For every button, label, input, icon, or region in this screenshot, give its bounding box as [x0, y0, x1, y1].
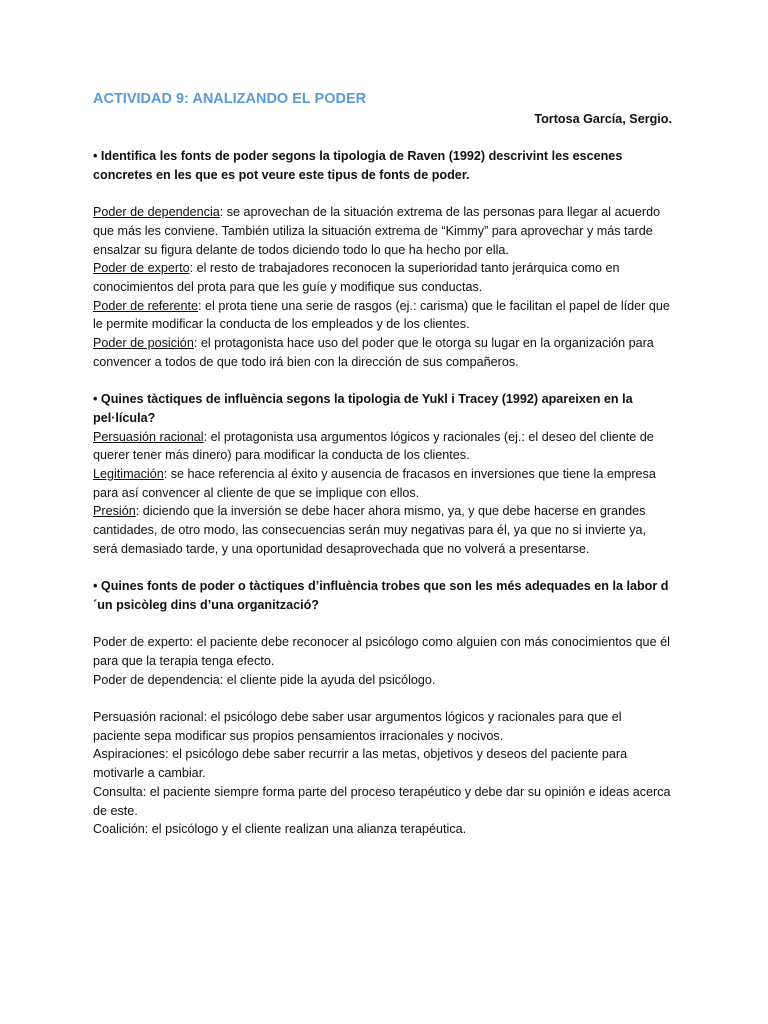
- q3-paragraph: Consulta: el paciente siempre forma parte del proceso terapéutico y debe dar su opinión e ideas acerca de este.: [93, 784, 671, 818]
- term-label: Poder de experto: [93, 261, 190, 276]
- term-label: Poder de referente: [93, 298, 199, 313]
- q1-item-referente: [93, 297, 672, 334]
- term-label: Poder de dependencia: [93, 205, 220, 220]
- question-3-section: [93, 577, 672, 839]
- term-label: Legitimación: [93, 466, 164, 481]
- question-2-section: [93, 390, 672, 558]
- q3-paragraph: Persuasión racional: el psicólogo debe saber usar argumentos lógicos y racionales para que el paciente sepa modificar sus propios pensamientos irracionales y nocivos.: [93, 710, 622, 743]
- term-text: : el resto de trabajadores reconocen la superioridad tanto jerárquica como en conocimientos del prota para que les guíe y modifique sus conductas.: [93, 261, 620, 294]
- q3-paragraph: Coalición: el psicólogo y el cliente realizan una alianza terapéutica.: [93, 822, 467, 837]
- question-2: • Quines tàctiques de influència segons la tipologia de Yukl i Tracey (1992) apareixen en la pel·lícula?: [93, 392, 633, 425]
- term-text: : el protagonista usa argumentos lógicos y racionales (ej.: el deseo del cliente de querer tener más dinero) para modificar la conducta de los clientes.: [93, 429, 654, 463]
- question-1: • Identifica les fonts de poder segons la tipologia de Raven (1992) descrivint les escenes concretes en les que es pot veure este tipus de fonts de poder.: [93, 149, 623, 182]
- document-title: ACTIVIDAD 9: ANALIZANDO EL PODER: [93, 91, 367, 107]
- term-text: : se aprovechan de la situación extrema de las personas para llegar al acuerdo que más les conviene. También utiliza la situación extrema de “Kimmy” para aprovechar y más tarde ensalzar su figura delante de todos diciendo todo lo que ha hecho por ella.: [93, 205, 661, 257]
- term-text: : diciendo que la inversión se debe hacer ahora mismo, ya, y que debe hacerse en grandes cantidades, de otro modo, las consecuencias serán muy negativas para él, ya que no si invierte ya, será demasiado tarde, y una oportunidad desaprovechada que no volverá a presentarse.: [93, 504, 647, 556]
- q2-item-legitimacion: [93, 465, 672, 502]
- term-text: : el prota tiene una serie de rasgos (ej.: carisma) que le facilitan el papel de líder que le permite modificar la conducta de los empleados y de los clientes.: [93, 298, 670, 332]
- question-3: • Quines fonts de poder o tàctiques d’influència trobes que son les més adequades en la labor d´un psicòleg dins d’una organització?: [93, 579, 669, 612]
- question-1-section: [93, 147, 672, 371]
- q1-item-posicion: [93, 334, 672, 371]
- term-label: Presión: [93, 504, 136, 519]
- q3-paragraph: Poder de experto: el paciente debe reconocer al psicólogo como alguien con más conocimientos que él para que la terapia tenga efecto.: [93, 635, 670, 668]
- term-text: : se hace referencia al éxito y ausencia de fracasos en inversiones que tiene la empresa para así convencer al cliente de que se implique con ellos.: [93, 466, 656, 500]
- term-text: : el protagonista hace uso del poder que le otorga su lugar en la organización para convencer a todos de que todo irá bien con la dirección de sus compañeros.: [93, 336, 654, 369]
- author-name: Tortosa García, Sergio.: [534, 112, 672, 126]
- term-label: Persuasión racional: [93, 429, 204, 444]
- q3-paragraph: Aspiraciones: el psicólogo debe saber recurrir a las metas, objetivos y deseos del paciente para motivarle a cambiar.: [93, 747, 628, 781]
- q2-item-persuasion: [93, 428, 672, 465]
- q1-item-experto: [93, 259, 672, 296]
- term-label: Poder de posición: [93, 336, 194, 351]
- q3-paragraph: Poder de dependencia: el cliente pide la ayuda del psicólogo.: [93, 672, 436, 687]
- q1-item-dependencia: [93, 203, 672, 259]
- q2-item-presion: [93, 502, 672, 558]
